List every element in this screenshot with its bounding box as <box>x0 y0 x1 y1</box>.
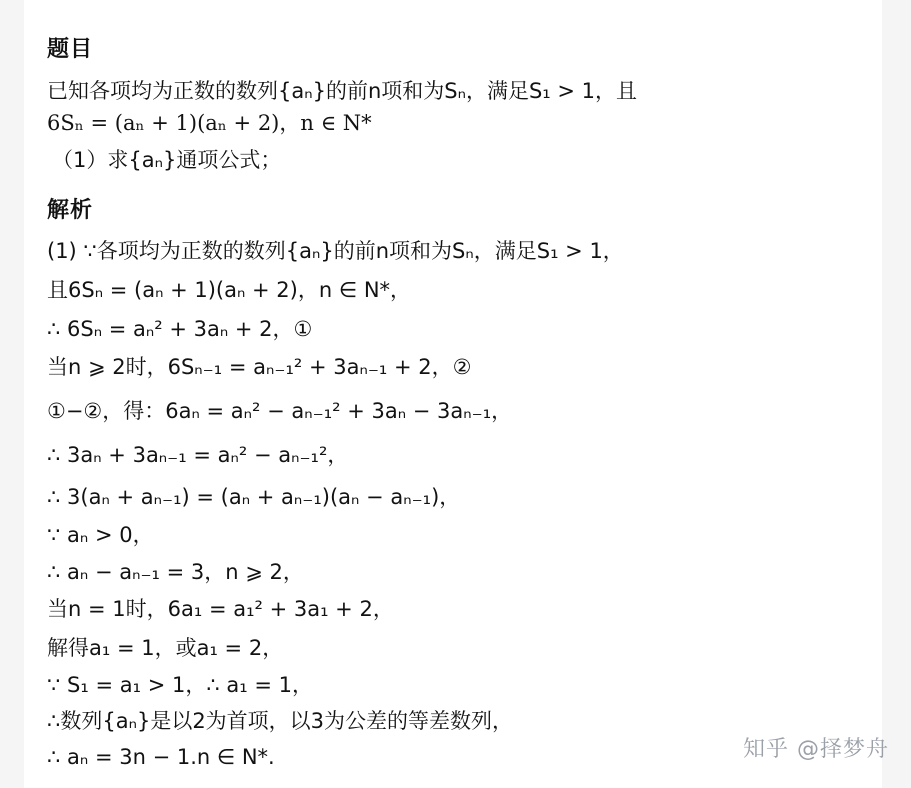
problem-line-3: （1）求{aₙ}通项公式； <box>52 148 282 172</box>
solution-line-5: ①−②，得：6aₙ = aₙ² − aₙ₋₁² + 3aₙ − 3aₙ₋₁， <box>47 399 513 423</box>
solution-line-3: ∴ 6Sₙ = aₙ² + 3aₙ + 2，① <box>47 317 313 341</box>
problem-heading: 题目 <box>47 37 94 62</box>
problem-line-1: 已知各项均为正数的数列{aₙ}的前n项和为Sₙ，满足S₁ > 1，且 <box>47 79 638 103</box>
solution-line-2: 且6Sₙ = (aₙ + 1)(aₙ + 2)，n ∈ N*， <box>47 278 412 302</box>
solution-line-8: ∵ aₙ > 0， <box>47 523 154 547</box>
solution-line-9: ∴ aₙ − aₙ₋₁ = 3，n ⩾ 2， <box>47 560 304 584</box>
solution-line-11: 解得a₁ = 1，或a₁ = 2， <box>47 636 284 660</box>
solution-line-6: ∴ 3aₙ + 3aₙ₋₁ = aₙ² − aₙ₋₁²， <box>47 443 349 467</box>
solution-line-1: (1) ∵各项均为正数的数列{aₙ}的前n项和为Sₙ，满足S₁ > 1， <box>47 239 624 263</box>
solution-line-13: ∴数列{aₙ}是以2为首项，以3为公差的等差数列， <box>47 709 514 733</box>
solution-line-10: 当n = 1时，6a₁ = a₁² + 3a₁ + 2， <box>47 597 394 621</box>
solution-heading: 解析 <box>47 198 94 223</box>
watermark: 知乎 @择梦舟 <box>743 737 889 762</box>
solution-line-4: 当n ⩾ 2时，6Sₙ₋₁ = aₙ₋₁² + 3aₙ₋₁ + 2，② <box>47 355 472 379</box>
solution-line-7: ∴ 3(aₙ + aₙ₋₁) = (aₙ + aₙ₋₁)(aₙ − aₙ₋₁)， <box>47 485 461 509</box>
solution-line-14: ∴ aₙ = 3n − 1.n ∈ N*. <box>47 745 275 769</box>
problem-line-2: 6Sₙ = (aₙ + 1)(aₙ + 2)，n ∈ N* <box>47 111 372 135</box>
solution-line-12: ∵ S₁ = a₁ > 1，∴ a₁ = 1， <box>47 673 313 697</box>
